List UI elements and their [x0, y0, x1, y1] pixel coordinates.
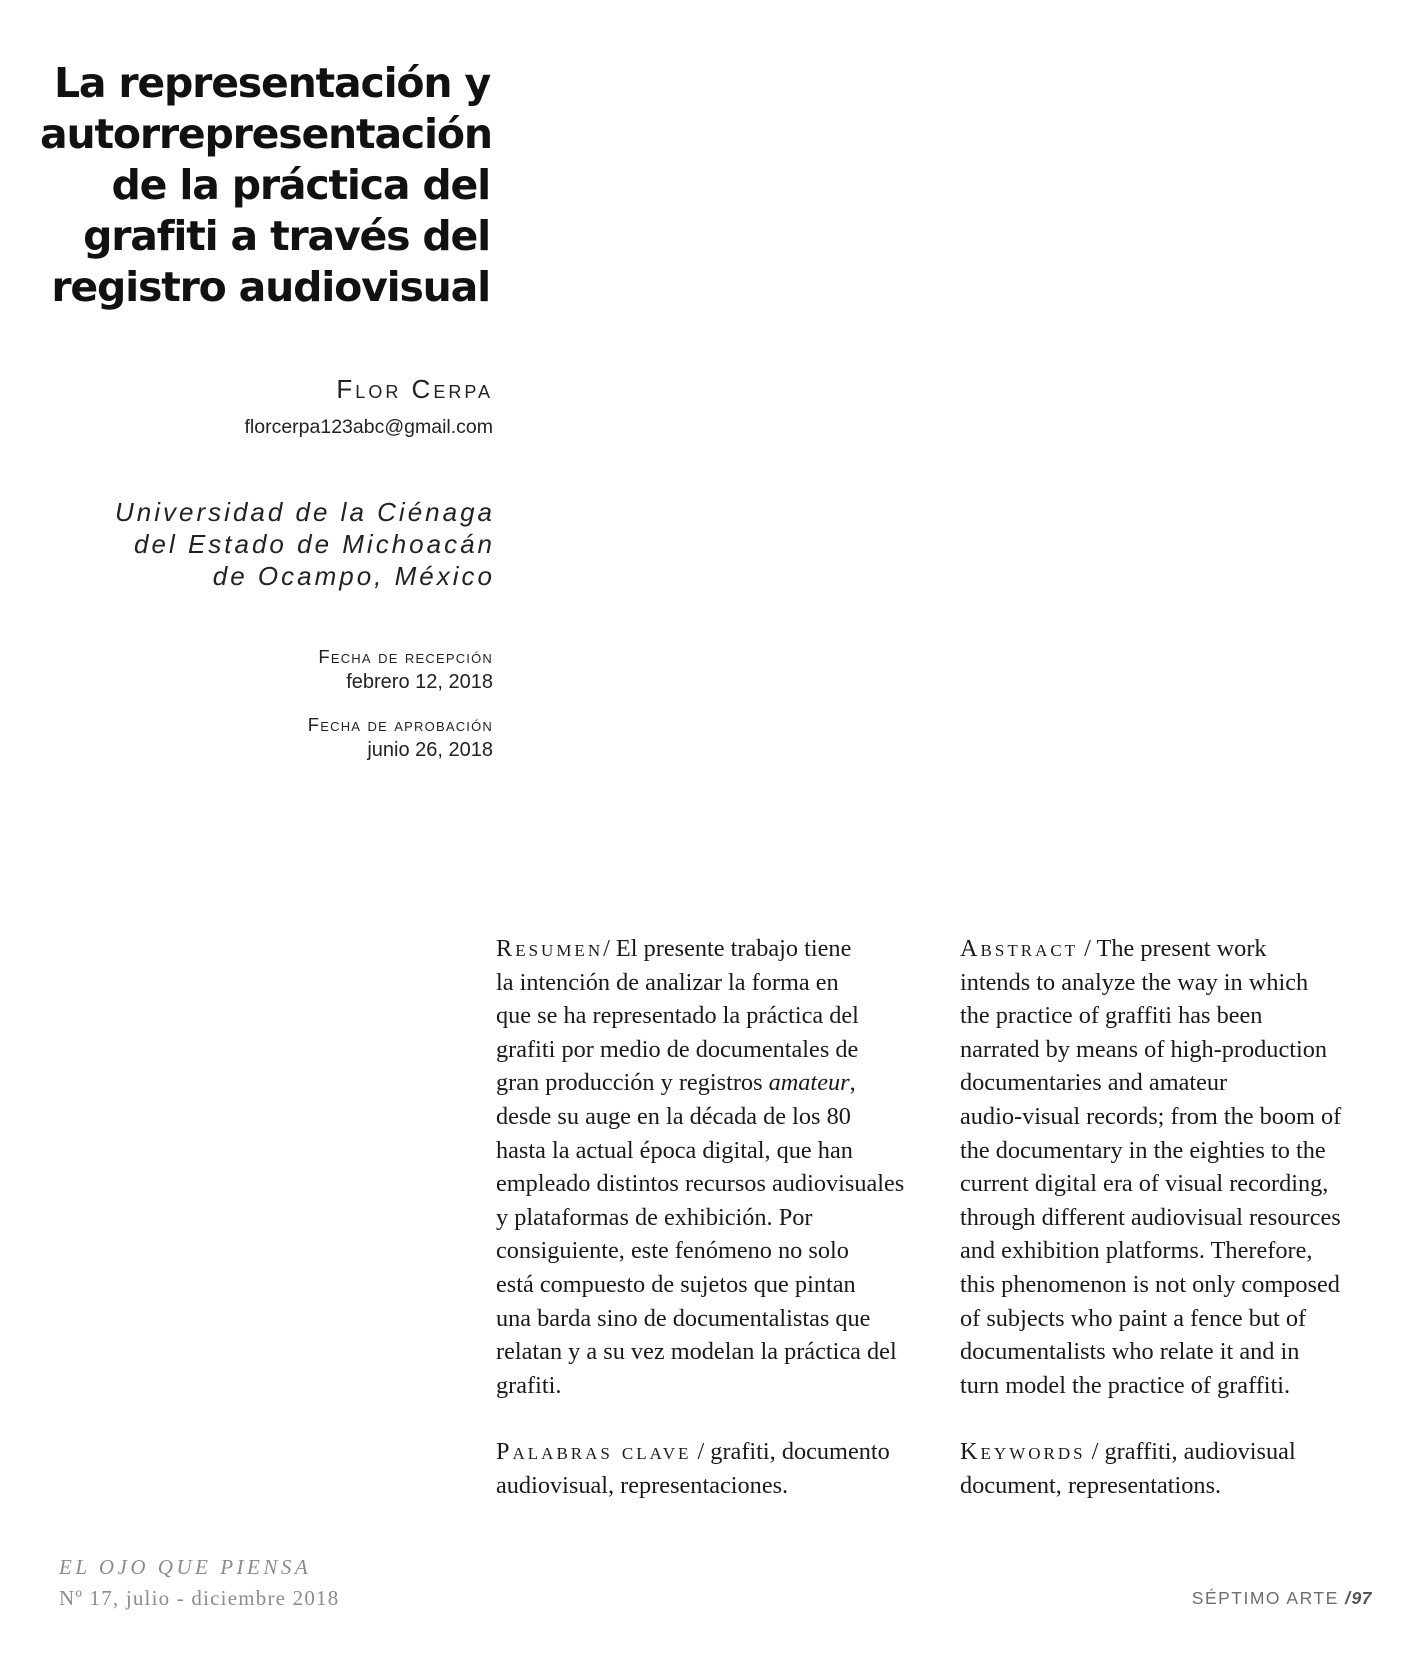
resumen-label: Resumen	[496, 935, 604, 962]
article-title	[40, 58, 490, 313]
abstract-line: narrated by means of high-production	[960, 1035, 1328, 1063]
abstract-line: and exhibition platforms. Therefore,	[960, 1237, 1313, 1265]
abstract-line: documentaries and amateur	[960, 1069, 1228, 1097]
page-footer	[1192, 1588, 1372, 1609]
abstract-line: audio-visual records; from the boom of	[960, 1102, 1342, 1130]
title-line: grafiti a través del	[83, 212, 490, 260]
resumen-line: relatan y a su vez modelan la práctica del	[496, 1338, 897, 1366]
abstract-line: of subjects who paint a fence but of	[960, 1304, 1307, 1332]
resumen-line: empleado distintos recursos audiovisuales	[496, 1170, 905, 1198]
author-name: Flor Cerpa	[336, 374, 493, 404]
abstract-line: documentalists who relate it and in	[960, 1338, 1300, 1366]
palabras-clave-second: audiovisual, representaciones.	[496, 1471, 789, 1499]
title-line: registro audiovisual	[51, 263, 490, 311]
affiliation-line: Universidad de la Ciénaga	[115, 497, 495, 527]
title-line: La representación y	[53, 59, 490, 107]
resumen-italic-word: amateur	[768, 1069, 850, 1097]
palabras-clave-label: Palabras clave	[496, 1438, 692, 1466]
resumen-line: grafiti por medio de documentales de	[496, 1035, 859, 1063]
abstract-line: this phenomenon is not only composed	[960, 1270, 1340, 1298]
resumen-line: y plataformas de exhibición. Por	[496, 1203, 813, 1231]
resumen-line: una barda sino de documentalistas que	[496, 1304, 871, 1332]
approved-date: junio 26, 2018	[367, 739, 493, 761]
keywords-second: document, representations.	[960, 1471, 1222, 1499]
resumen-first-text: / El presente trabajo tiene	[603, 935, 852, 962]
abstract-line: current digital era of visual recording,	[960, 1170, 1329, 1198]
abstract-line: the practice of graffiti has been	[960, 1002, 1263, 1030]
resumen-pre-italic: gran producción y registros	[496, 1069, 769, 1097]
resumen-column	[496, 932, 936, 1503]
journal-issue: Nº 17, julio - diciembre 2018	[59, 1586, 340, 1610]
abstract-line: through different audiovisual resources	[960, 1203, 1341, 1231]
approved-date-block	[308, 713, 493, 763]
palabras-clave	[496, 1435, 936, 1502]
received-date: febrero 12, 2018	[346, 671, 493, 693]
section-name: SÉPTIMO ARTE	[1191, 1588, 1339, 1608]
title-line: autorrepresentación	[40, 110, 492, 158]
article-dates	[308, 645, 493, 763]
title-line: de la práctica del	[111, 161, 490, 209]
resumen-line: está compuesto de sujetos que pintan	[496, 1270, 856, 1298]
journal-name: EL OJO QUE PIENSA	[59, 1555, 312, 1579]
keywords-line	[960, 1435, 1405, 1469]
resumen-line: que se ha representado la práctica del	[496, 1002, 859, 1030]
abstract-line: the documentary in the eighties to the	[960, 1136, 1326, 1164]
resumen-line: consiguiente, este fenómeno no solo	[496, 1237, 849, 1265]
resumen-line: desde su auge en la década de los 80	[496, 1102, 851, 1130]
keywords-line	[496, 1435, 936, 1469]
resumen-first-line	[496, 932, 936, 966]
received-label: Fecha de recepción	[318, 646, 493, 667]
keywords-first: / graffiti, audiovisual	[1085, 1438, 1296, 1466]
keywords-label: Keywords	[960, 1438, 1086, 1466]
resumen-line: hasta la actual época digital, que han	[496, 1136, 853, 1164]
palabras-clave-first: / grafiti, documento	[691, 1438, 890, 1466]
abstract-label: Abstract	[960, 935, 1079, 962]
abstract-line: intends to analyze the way in which	[960, 968, 1309, 996]
abstract-first-text: / The present work	[1078, 935, 1267, 962]
received-date-block	[308, 645, 493, 695]
keywords	[960, 1435, 1405, 1502]
abstract-column	[960, 932, 1405, 1503]
author-email: florcerpa123abc@gmail.com	[244, 416, 493, 438]
footer-separator: /	[1345, 1588, 1352, 1608]
page-number: 97	[1351, 1588, 1372, 1608]
resumen-line: la intención de analizar la forma en	[496, 968, 839, 996]
affiliation-line: de Ocampo, México	[212, 561, 495, 591]
approved-label: Fecha de aprobación	[307, 714, 493, 735]
affiliation-line: del Estado de Michoacán	[134, 529, 495, 559]
abstract-first-line	[960, 932, 1405, 966]
resumen-line	[496, 1066, 936, 1100]
author-affiliation	[115, 496, 495, 592]
resumen-post-italic: ,	[849, 1069, 856, 1097]
resumen-line: grafiti.	[496, 1371, 562, 1399]
abstract-line: turn model the practice of graffiti.	[960, 1371, 1291, 1399]
